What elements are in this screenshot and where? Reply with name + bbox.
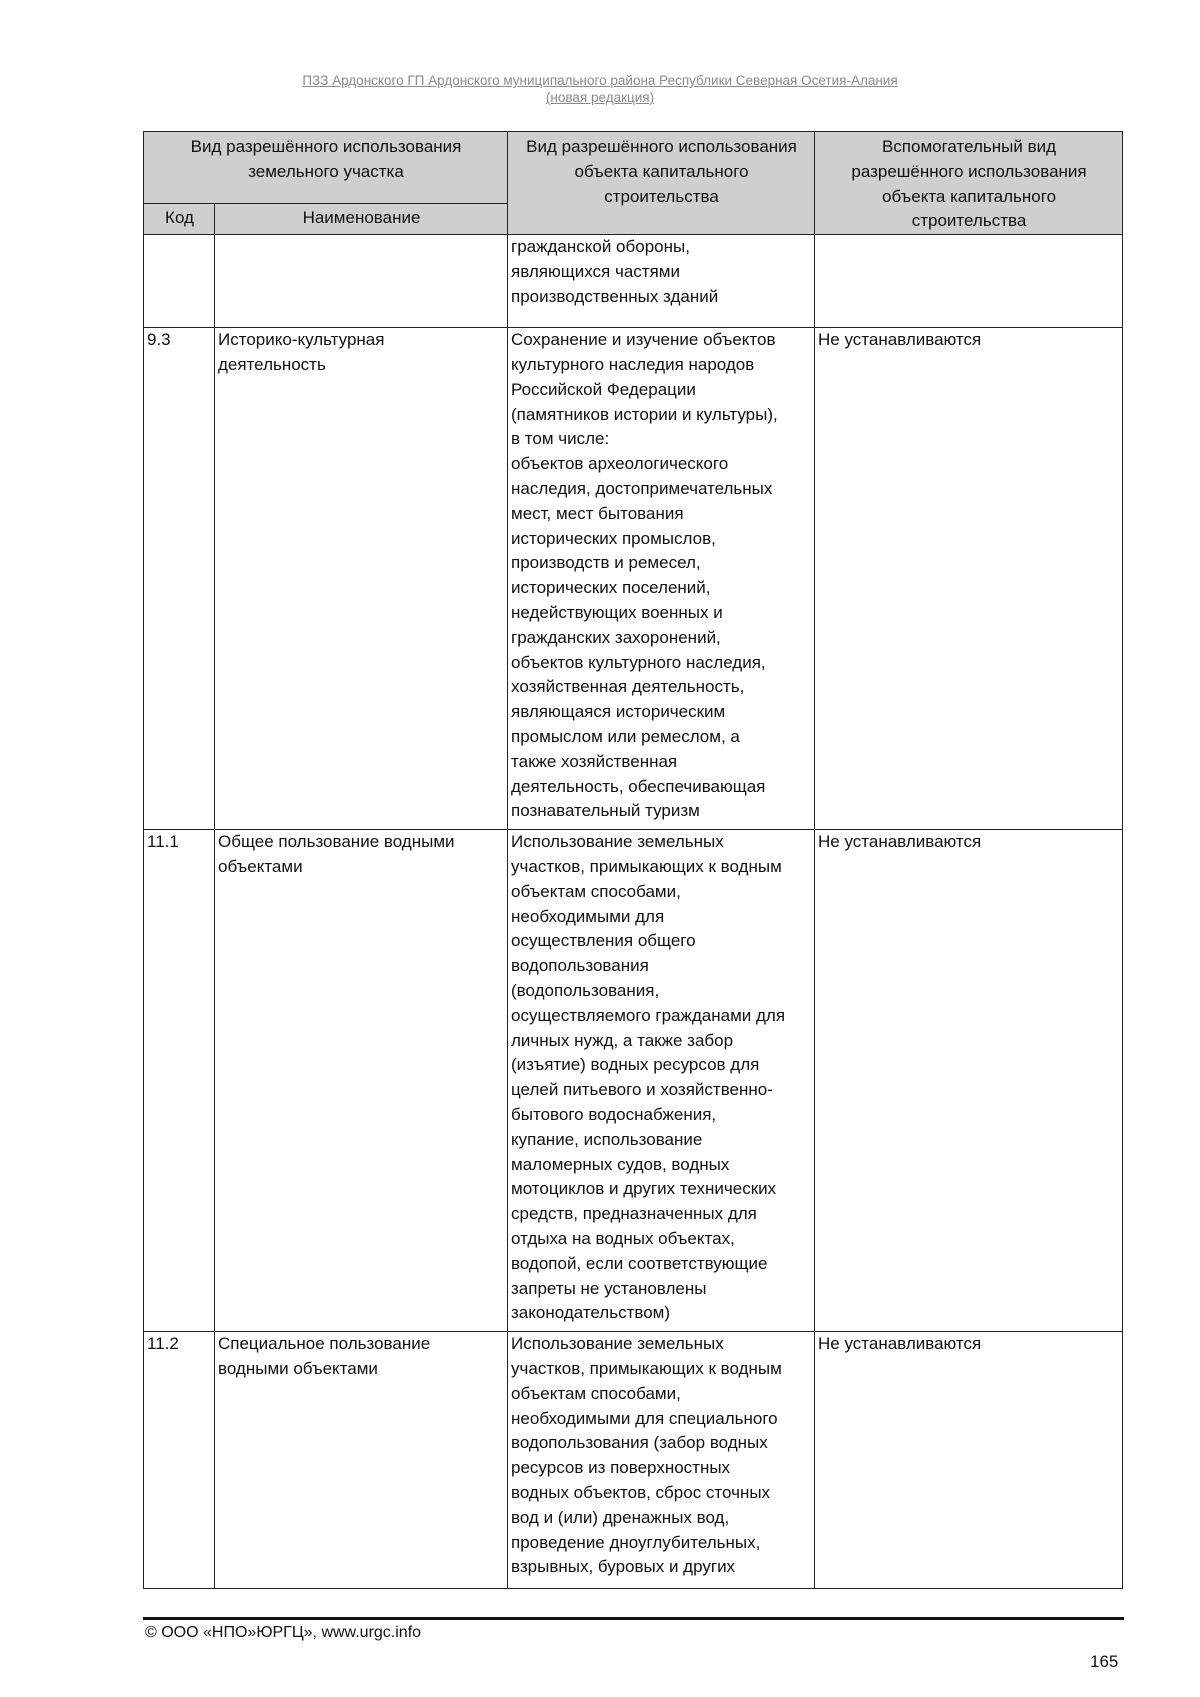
header-name: Наименование [215, 204, 508, 235]
header-subtitle: (новая редакция) [545, 90, 655, 105]
cell-main-use: Сохранение и изучение объектов культурного наследия народов Российской Федерации (памятников истории и культуры), в том числе: объектов археологического наследия, достопримечательных мест, мест бытования исторических промыслов, производств и ремесел, исторических поселений, недействующих военных и гражданских захоронений, объектов культурного наследия, хозяйственная деятельность, являющаяся историческим промыслом или ремеслом, а также хозяйственная деятельность, обеспечивающая познавательный туризм [508, 328, 815, 830]
header-construction-use-type: Вид разрешённого использования объекта капитального строительства [508, 132, 815, 235]
cell-auxiliary-use: Не устанавливаются [815, 328, 1123, 830]
cell-main-use: Использование земельных участков, примыкающих к водным объектам способами, необходимыми для специального водопользования (забор водных ресурсов из поверхностных водных объектов, сброс сточных вод и (или) дренажных вод, проведение дноуглубительных, взрывных, буровых и других [508, 1332, 815, 1589]
cell-code: 9.3 [144, 328, 215, 830]
footer-divider [143, 1617, 1124, 1620]
cell-auxiliary-use: Не устанавливаются [815, 1332, 1123, 1589]
table-row [144, 830, 1123, 1332]
table-body [144, 235, 1123, 1589]
cell-code: 11.1 [144, 830, 215, 1332]
cell-name [215, 235, 508, 328]
header-land-use-type: Вид разрешённого использования земельного участка [144, 132, 508, 204]
cell-name: Историко-культурная деятельность [215, 328, 508, 830]
table-row [144, 1332, 1123, 1589]
page-header [0, 72, 1200, 106]
table-row [144, 235, 1123, 328]
header-title: ПЗЗ Ардонского ГП Ардонского муниципального района Республики Северная Осетия-Алания [302, 73, 898, 88]
page-number: 165 [1090, 1652, 1119, 1671]
header-code: Код [144, 204, 215, 235]
header-auxiliary-use-type: Вспомогательный вид разрешённого использования объекта капитального строительства [815, 132, 1123, 235]
cell-name: Общее пользование водными объектами [215, 830, 508, 1332]
land-use-table [143, 131, 1123, 1589]
cell-code [144, 235, 215, 328]
cell-main-use: гражданской обороны, являющихся частями производственных зданий [508, 235, 815, 328]
cell-name: Специальное пользование водными объектами [215, 1332, 508, 1589]
cell-code: 11.2 [144, 1332, 215, 1589]
table-row [144, 328, 1123, 830]
cell-main-use: Использование земельных участков, примыкающих к водным объектам способами, необходимыми для осуществления общего водопользования (водопользования, осуществляемого гражданами для личных нужд, а также забор (изъятие) водных ресурсов для целей питьевого и хозяйственно- бытового водоснабжения, купание, использование маломерных судов, водных мотоциклов и других технических средств, предназначенных для отдыха на водных объектах, водопой, если соответствующие запреты не установлены законодательством) [508, 830, 815, 1332]
cell-auxiliary-use [815, 235, 1123, 328]
footer-copyright: © ООО «НПО»ЮРГЦ», www.urgc.info [145, 1624, 422, 1641]
cell-auxiliary-use: Не устанавливаются [815, 830, 1123, 1332]
